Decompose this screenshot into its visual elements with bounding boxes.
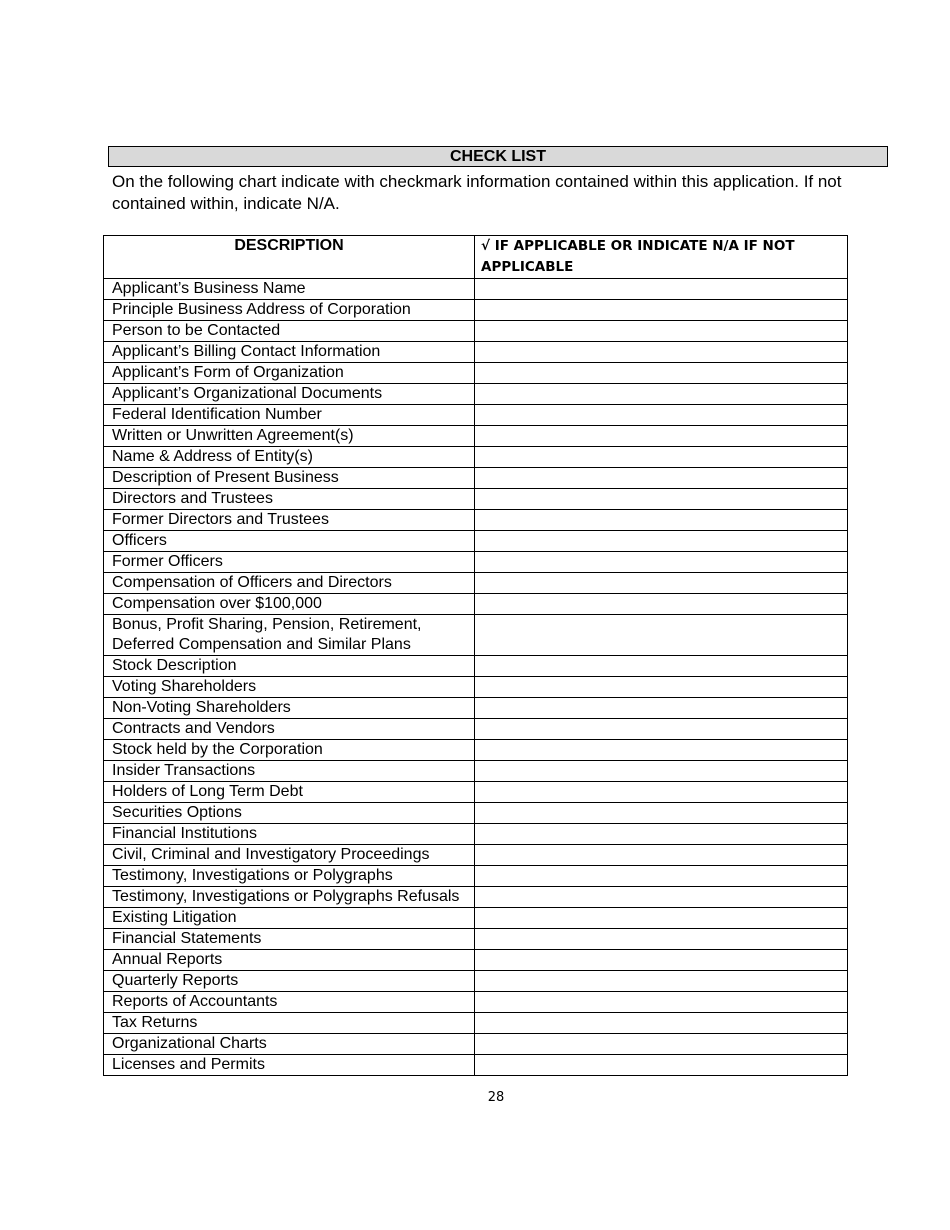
row-applicable-cell[interactable] (475, 384, 848, 405)
table-row (104, 971, 848, 992)
table-row (104, 908, 848, 929)
row-applicable-cell[interactable] (475, 1034, 848, 1055)
row-applicable-cell[interactable] (475, 908, 848, 929)
row-description: Tax Returns (104, 1013, 475, 1034)
row-description: Testimony, Investigations or Polygraphs (104, 866, 475, 887)
table-row (104, 594, 848, 615)
table-row (104, 740, 848, 761)
checklist-body (104, 279, 848, 1076)
table-row (104, 468, 848, 489)
row-applicable-cell[interactable] (475, 803, 848, 824)
table-row (104, 552, 848, 573)
table-row (104, 992, 848, 1013)
row-description: Applicant’s Billing Contact Information (104, 342, 475, 363)
row-applicable-cell[interactable] (475, 510, 848, 531)
row-description: Former Directors and Trustees (104, 510, 475, 531)
row-applicable-cell[interactable] (475, 552, 848, 573)
table-row (104, 782, 848, 803)
table-row (104, 698, 848, 719)
row-description: Stock held by the Corporation (104, 740, 475, 761)
page-number: 28 (487, 1090, 505, 1105)
row-applicable-cell[interactable] (475, 929, 848, 950)
instructions-text: On the following chart indicate with checkmark information contained within this application. If not contained within, indicate N/A. (112, 172, 842, 213)
table-header-row (104, 236, 848, 279)
row-description: Voting Shareholders (104, 677, 475, 698)
table-row (104, 405, 848, 426)
table-row (104, 677, 848, 698)
row-description: Written or Unwritten Agreement(s) (104, 426, 475, 447)
row-description: Description of Present Business (104, 468, 475, 489)
row-description: Person to be Contacted (104, 321, 475, 342)
row-applicable-cell[interactable] (475, 824, 848, 845)
table-row (104, 719, 848, 740)
row-applicable-cell[interactable] (475, 573, 848, 594)
row-description: Reports of Accountants (104, 992, 475, 1013)
row-applicable-cell[interactable] (475, 782, 848, 803)
row-description: Stock Description (104, 656, 475, 677)
row-description: Officers (104, 531, 475, 552)
table-row (104, 300, 848, 321)
row-applicable-cell[interactable] (475, 887, 848, 908)
row-description: Applicant’s Form of Organization (104, 363, 475, 384)
row-applicable-cell[interactable] (475, 845, 848, 866)
row-description: Securities Options (104, 803, 475, 824)
row-applicable-cell[interactable] (475, 615, 848, 656)
row-description: Applicant’s Organizational Documents (104, 384, 475, 405)
table-row (104, 279, 848, 300)
table-row (104, 615, 848, 656)
table-row (104, 447, 848, 468)
row-applicable-cell[interactable] (475, 992, 848, 1013)
table-row (104, 489, 848, 510)
table-row (104, 929, 848, 950)
row-description: Civil, Criminal and Investigatory Proceedings (104, 845, 475, 866)
row-description: Bonus, Profit Sharing, Pension, Retirement, Deferred Compensation and Similar Plans (104, 615, 475, 656)
row-description: Annual Reports (104, 950, 475, 971)
description-column-header: DESCRIPTION (104, 236, 475, 279)
row-applicable-cell[interactable] (475, 489, 848, 510)
row-applicable-cell[interactable] (475, 342, 848, 363)
row-applicable-cell[interactable] (475, 971, 848, 992)
table-row (104, 510, 848, 531)
row-applicable-cell[interactable] (475, 698, 848, 719)
row-applicable-cell[interactable] (475, 950, 848, 971)
table-row (104, 845, 848, 866)
table-row (104, 1034, 848, 1055)
table-row (104, 426, 848, 447)
row-applicable-cell[interactable] (475, 866, 848, 887)
table-row (104, 656, 848, 677)
row-description: Holders of Long Term Debt (104, 782, 475, 803)
row-description: Licenses and Permits (104, 1055, 475, 1076)
row-description: Former Officers (104, 552, 475, 573)
table-row (104, 1055, 848, 1076)
table-row (104, 573, 848, 594)
row-applicable-cell[interactable] (475, 677, 848, 698)
row-applicable-cell[interactable] (475, 426, 848, 447)
page-title: CHECK LIST (108, 146, 888, 167)
row-description: Principle Business Address of Corporation (104, 300, 475, 321)
row-applicable-cell[interactable] (475, 405, 848, 426)
row-description: Compensation over $100,000 (104, 594, 475, 615)
row-description: Directors and Trustees (104, 489, 475, 510)
row-description: Name & Address of Entity(s) (104, 447, 475, 468)
row-applicable-cell[interactable] (475, 1013, 848, 1034)
row-description: Insider Transactions (104, 761, 475, 782)
row-applicable-cell[interactable] (475, 447, 848, 468)
row-description: Quarterly Reports (104, 971, 475, 992)
table-row (104, 887, 848, 908)
row-applicable-cell[interactable] (475, 761, 848, 782)
row-applicable-cell[interactable] (475, 321, 848, 342)
row-applicable-cell[interactable] (475, 363, 848, 384)
table-row (104, 363, 848, 384)
table-row (104, 866, 848, 887)
table-row (104, 321, 848, 342)
row-applicable-cell[interactable] (475, 279, 848, 300)
row-applicable-cell[interactable] (475, 594, 848, 615)
table-row (104, 384, 848, 405)
row-description: Existing Litigation (104, 908, 475, 929)
row-description: Organizational Charts (104, 1034, 475, 1055)
row-description: Applicant’s Business Name (104, 279, 475, 300)
applicable-column-header: √ IF APPLICABLE OR INDICATE N/A IF NOT APPLICABLE (475, 236, 848, 279)
row-applicable-cell[interactable] (475, 719, 848, 740)
row-description: Non-Voting Shareholders (104, 698, 475, 719)
row-applicable-cell[interactable] (475, 468, 848, 489)
table-row (104, 761, 848, 782)
table-row (104, 1013, 848, 1034)
row-description: Testimony, Investigations or Polygraphs Refusals (104, 887, 475, 908)
table-row (104, 342, 848, 363)
row-applicable-cell[interactable] (475, 740, 848, 761)
row-applicable-cell[interactable] (475, 1055, 848, 1076)
row-applicable-cell[interactable] (475, 656, 848, 677)
row-description: Contracts and Vendors (104, 719, 475, 740)
table-row (104, 531, 848, 552)
row-description: Financial Statements (104, 929, 475, 950)
table-row (104, 824, 848, 845)
row-applicable-cell[interactable] (475, 300, 848, 321)
row-description: Financial Institutions (104, 824, 475, 845)
row-description: Compensation of Officers and Directors (104, 573, 475, 594)
checklist-table (103, 235, 848, 1076)
row-applicable-cell[interactable] (475, 531, 848, 552)
table-row (104, 803, 848, 824)
table-row (104, 950, 848, 971)
row-description: Federal Identification Number (104, 405, 475, 426)
